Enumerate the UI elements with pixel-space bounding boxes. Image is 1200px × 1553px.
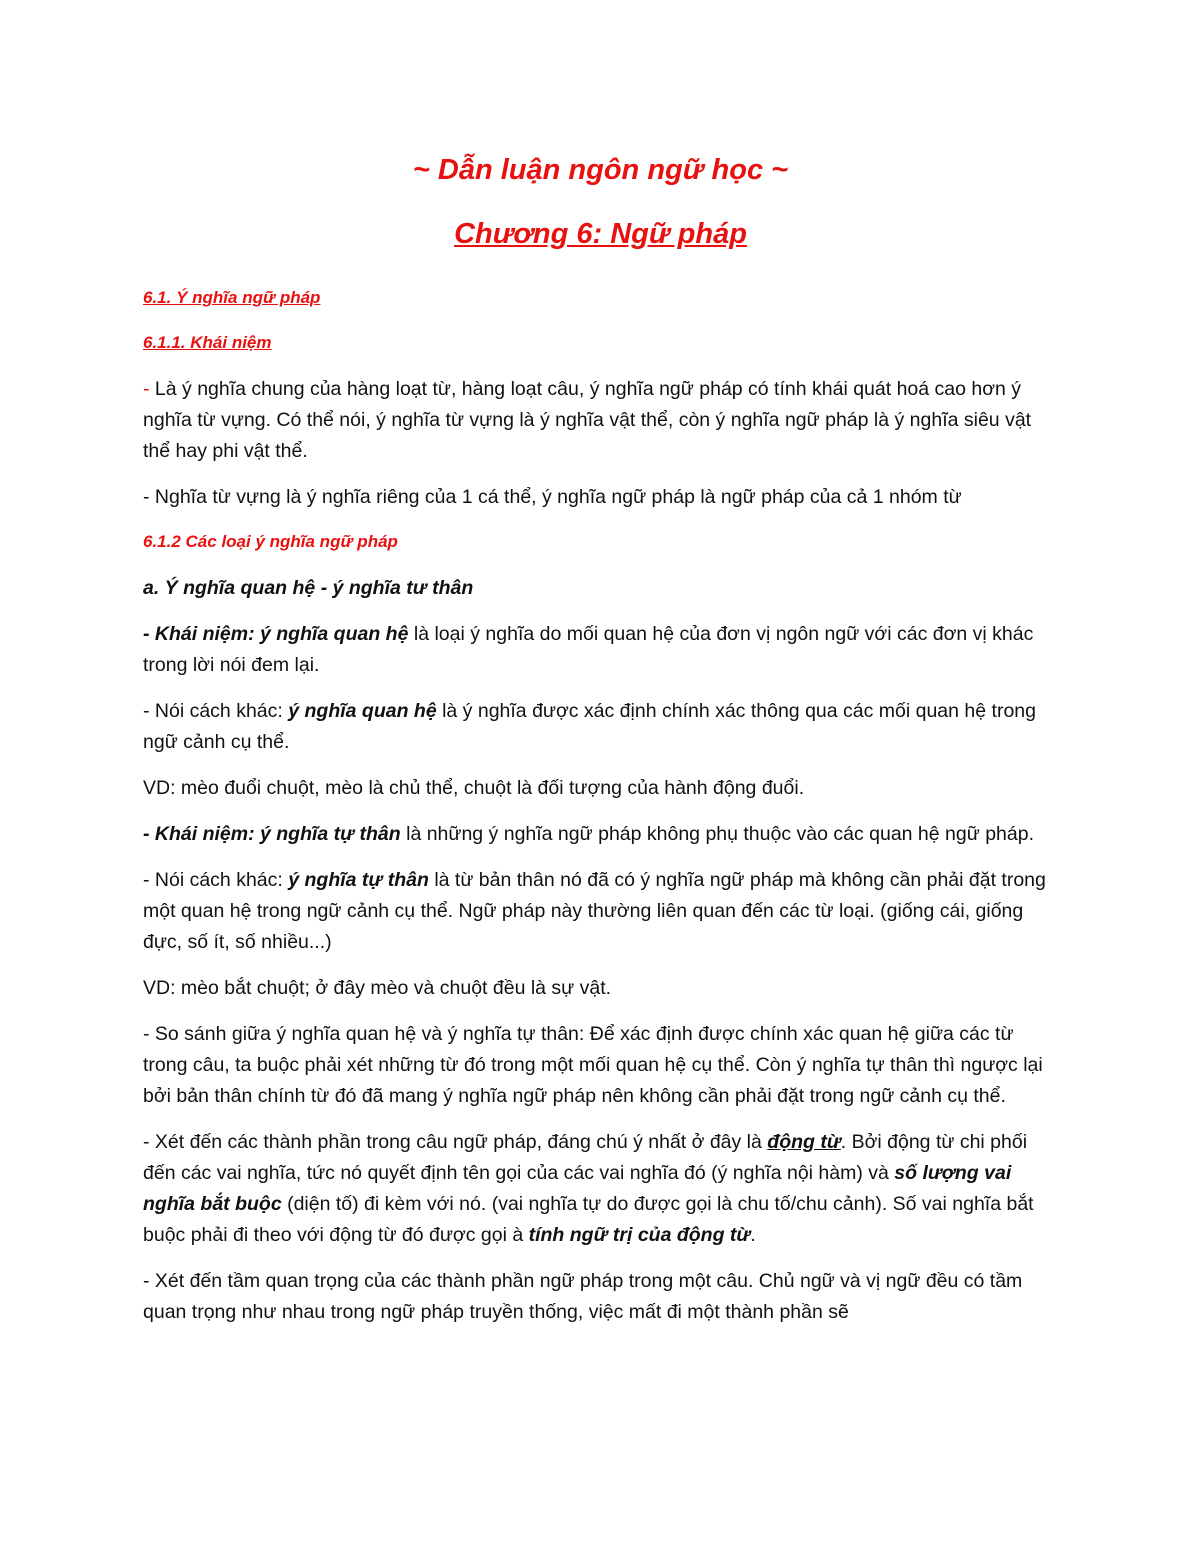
bold-term: ý nghĩa tự thân: [288, 869, 429, 891]
paragraph-text: là từ bản thân nó đã có ý nghĩa ngữ pháp mà không cần phải đặt trong một quan hệ trong ngữ cảnh cụ thể. Ngữ pháp này thường liên quan đến các từ loại. (giống cái, giống đực, số ít, số nhiều...): [143, 869, 1046, 953]
paragraph-intrinsic-other: [143, 865, 1058, 958]
bold-term: ý nghĩa quan hệ: [288, 700, 437, 722]
paragraph-lexical-vs-grammatical: - Nghĩa từ vựng là ý nghĩa riêng của 1 cá thể, ý nghĩa ngữ pháp là ngữ pháp của cả 1 nhóm từ: [143, 486, 962, 508]
paragraph-definition: [143, 374, 1058, 467]
chapter-heading: Chương 6: Ngữ pháp: [454, 218, 747, 250]
document-page: [143, 150, 1058, 1343]
paragraph-text: - Nói cách khác:: [143, 869, 289, 891]
section-heading-6-1-1: 6.1.1. Khái niệm: [143, 333, 272, 352]
paragraph-text: là loại ý nghĩa do mối quan hệ của đơn vị ngôn ngữ với các đơn vị khác trong lời nói đem lại.: [143, 623, 1034, 676]
paragraph-text: .: [750, 1224, 756, 1246]
paragraph-text: - Nói cách khác:: [143, 700, 289, 722]
paragraph-text: là những ý nghĩa ngữ pháp không phụ thuộc vào các quan hệ ngữ pháp.: [400, 823, 1034, 845]
section-heading-6-1-2: 6.1.2 Các loại ý nghĩa ngữ pháp: [143, 532, 398, 551]
paragraph-relational-definition: [143, 619, 1058, 681]
paragraph-importance: - Xét đến tầm quan trọng của các thành phần ngữ pháp trong một câu. Chủ ngữ và vị ngữ đều có tầm quan trọng như nhau trong ngữ pháp truyền thống, việc mất đi một thành phần sẽ: [143, 1270, 1023, 1323]
paragraph-text: - Xét đến các thành phần trong câu ngữ pháp, đáng chú ý nhất ở đây là: [143, 1131, 768, 1153]
paragraph-text: (diện tố) đi kèm với nó. (vai nghĩa tự do được gọi là chu tố/chu cảnh). Số vai nghĩa bắt buộc phải đi theo với động từ đó được gọi à: [143, 1193, 1034, 1246]
paragraph-comparison: - So sánh giữa ý nghĩa quan hệ và ý nghĩa tự thân: Để xác định được chính xác quan hệ giữa các từ trong câu, ta buộc phải xét những từ đó trong một mối quan hệ cụ thể. Còn ý nghĩa tự thân thì ngược lại bởi bản thân chính từ đó đã mang ý nghĩa ngữ pháp nên không cần phải đặt trong ngữ cảnh cụ thể.: [143, 1023, 1043, 1107]
bold-term: - Khái niệm: ý nghĩa tự thân: [143, 823, 401, 845]
red-dash: -: [143, 378, 150, 400]
bold-term: số lượng vai nghĩa bắt buộc: [143, 1162, 1012, 1215]
paragraph-text: Là ý nghĩa chung của hàng loạt từ, hàng loạt câu, ý nghĩa ngữ pháp có tính khái quát hoá cao hơn ý nghĩa từ vựng. Có thể nói, ý nghĩa từ vựng là ý nghĩa vật thể, còn ý nghĩa ngữ pháp là ý nghĩa siêu vật thể hay phi vật thể.: [143, 378, 1032, 462]
paragraph-text: . Bởi động từ chi phối đến các vai nghĩa, tức nó quyết định tên gọi của các vai nghĩa đó (ý nghĩa nội hàm) và: [143, 1131, 1028, 1184]
subheading-a: a. Ý nghĩa quan hệ - ý nghĩa tư thân: [143, 577, 474, 599]
paragraph-relational-other: [143, 696, 1058, 758]
section-heading-6-1: 6.1. Ý nghĩa ngữ pháp: [143, 288, 321, 307]
paragraph-verb: [143, 1127, 1058, 1251]
bold-term: động từ: [767, 1131, 841, 1153]
bold-term: - Khái niệm: ý nghĩa quan hệ: [143, 623, 409, 645]
paragraph-example-1: VD: mèo đuổi chuột, mèo là chủ thể, chuột là đối tượng của hành động đuổi.: [143, 777, 805, 799]
paragraph-example-2: VD: mèo bắt chuột; ở đây mèo và chuột đều là sự vật.: [143, 977, 612, 999]
paragraph-text: là ý nghĩa được xác định chính xác thông qua các mối quan hệ trong ngữ cảnh cụ thể.: [143, 700, 1036, 753]
paragraph-intrinsic-definition: [143, 819, 1058, 850]
document-title: ~ Dẫn luận ngôn ngữ học ~: [412, 154, 789, 186]
bold-term: tính ngữ trị của động từ: [528, 1224, 751, 1246]
